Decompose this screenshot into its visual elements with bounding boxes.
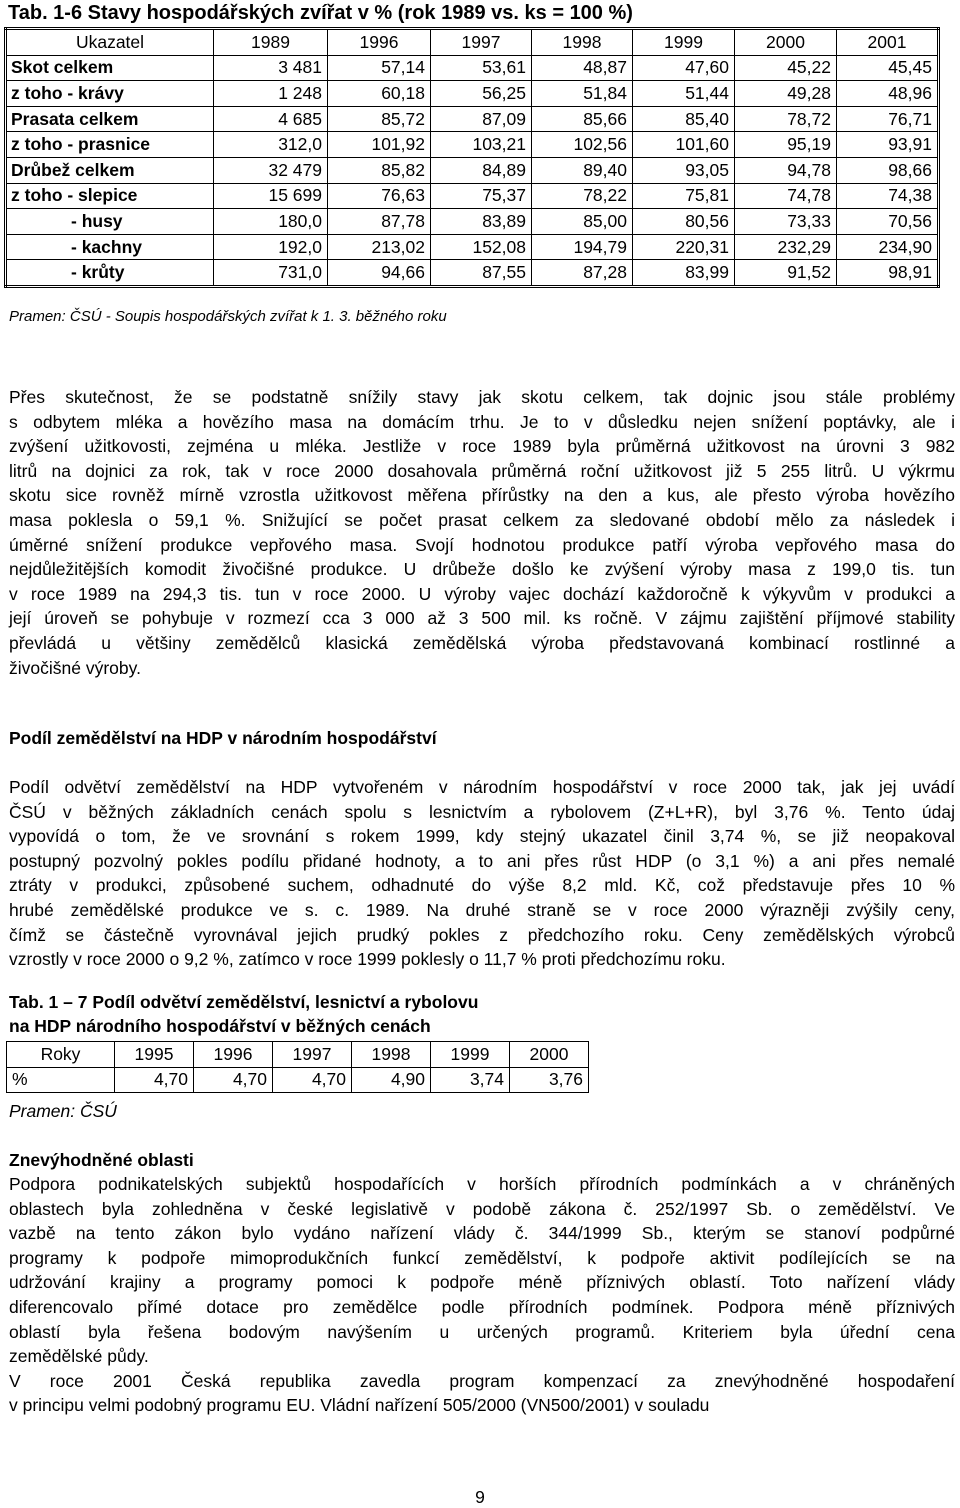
table-cell: 87,78 <box>328 209 431 235</box>
table-cell: 74,78 <box>735 183 837 209</box>
text-line: ČSÚ v běžných základních cenách spolu s lesnictvím a rybolovem (Z+L+R), byl 3,76 %. Tento údaj <box>9 801 955 822</box>
table-cell: 56,25 <box>431 81 532 107</box>
text-line: převládá u většiny zemědělců klasická zemědělská výroba představovaná kombinací rostlinné a <box>9 632 955 653</box>
table-cell: 3 481 <box>214 55 328 81</box>
text-line: diferencovalo přímé dotace pro zemědělce podle přírodních podmínek. Podpora méně příznivých <box>9 1296 955 1317</box>
table-cell: 731,0 <box>214 260 328 287</box>
row-label: z toho - prasnice <box>6 132 214 158</box>
table-cell: 95,19 <box>735 132 837 158</box>
table-cell: 15 699 <box>214 183 328 209</box>
table-cell: 4 685 <box>214 106 328 132</box>
row-label: - krůty <box>6 260 214 287</box>
text-line: udržování krajiny a programy pomoci k podpoře méně příznivých oblastí. Toto nařízení vlády <box>9 1272 955 1293</box>
text-line: s odbytem mléka a hovězího masa na domácím trhu. Je to v důsledku nejen snížení poptávky, ale i <box>9 411 955 432</box>
text-line: hrubé zemědělské produkce ve s. c. 1989. Na druhé straně se v roce 2000 výrazněji zvýšily ceny, <box>9 899 955 920</box>
column-header: 1999 <box>633 29 735 56</box>
table-cell: 93,05 <box>633 157 735 183</box>
table-source: Pramen: ČSÚ - Soupis hospodářských zvířat k 1. 3. běžného roku <box>9 308 447 325</box>
table-cell: 4,90 <box>352 1067 431 1093</box>
column-header: 1997 <box>431 29 532 56</box>
table-cell: 180,0 <box>214 209 328 235</box>
gdp-share-table <box>6 1041 589 1093</box>
table-cell: 76,63 <box>328 183 431 209</box>
text-line: Podíl odvětví zemědělství na HDP vytvořeném v národním hospodářství v roce 2000 tak, jak jej uvádí <box>9 777 955 797</box>
table-cell: 103,21 <box>431 132 532 158</box>
column-header: 2000 <box>510 1042 589 1068</box>
text-line: skotu sice rovněž mírně vzrostla užitkovost měřena přírůstky na den a kus, ale přesto výroba hovězího <box>9 485 955 506</box>
table-row <box>7 1067 589 1093</box>
table-cell: 93,91 <box>837 132 939 158</box>
row-label: - husy <box>6 209 214 235</box>
table-cell: 4,70 <box>273 1067 352 1093</box>
column-header: 1995 <box>115 1042 194 1068</box>
table-cell: 53,61 <box>431 55 532 81</box>
section-heading-lfa: Znevýhodněné oblasti <box>9 1150 194 1170</box>
table-cell: 48,87 <box>532 55 633 81</box>
table-cell: 75,81 <box>633 183 735 209</box>
table-cell: 80,56 <box>633 209 735 235</box>
table-cell: 85,66 <box>532 106 633 132</box>
table-cell: 98,91 <box>837 260 939 287</box>
table-cell: 91,52 <box>735 260 837 287</box>
text-line: úměrné snížení produkce vepřového masa. Svojí hodnotou produkce patří výroba vepřového masa do <box>9 534 955 555</box>
table2-title-line1: Tab. 1 – 7 Podíl odvětví zemědělství, lesnictví a rybolovu <box>9 992 479 1012</box>
column-header: Ukazatel <box>6 29 214 56</box>
table-cell: 85,72 <box>328 106 431 132</box>
table-cell: 152,08 <box>431 234 532 260</box>
column-header: 1996 <box>194 1042 273 1068</box>
text-line: postupný pozvolný pokles podílu přidané hodnoty, a to ani přes růst HDP (o 3,1 %) a ani přes nemalé <box>9 850 955 871</box>
text-line: masa poklesla o 59,1 %. Snižující se počet prasat celkem za sledované období mělo za následek i <box>9 509 955 530</box>
section-heading-gdp: Podíl zemědělství na HDP v národním hospodářství <box>9 728 437 748</box>
table-cell: 102,56 <box>532 132 633 158</box>
row-label: z toho - slepice <box>6 183 214 209</box>
text-line: programy k podpoře mimoprodukčních funkcí zemědělství, k podpoře aktivit podílejících se na <box>9 1247 955 1268</box>
table-cell: 78,72 <box>735 106 837 132</box>
table-cell: 220,31 <box>633 234 735 260</box>
table-cell: 4,70 <box>115 1067 194 1093</box>
text-line: vazbě na tento zákon bylo vydáno nařízení vlády č. 344/1999 Sb., kterým se stanoví podpůrné <box>9 1223 955 1244</box>
table-cell: 83,89 <box>431 209 532 235</box>
livestock-table <box>4 27 940 288</box>
table-cell: 89,40 <box>532 157 633 183</box>
column-header: 1998 <box>352 1042 431 1068</box>
text-line: Podpora podnikatelských subjektů hospodařících v horších přírodních podmínkách a v chráněných <box>9 1174 955 1194</box>
table-cell: 45,22 <box>735 55 837 81</box>
table-cell: 47,60 <box>633 55 735 81</box>
table-row <box>6 234 939 260</box>
table-row <box>6 106 939 132</box>
table-cell: 60,18 <box>328 81 431 107</box>
table-cell: 232,29 <box>735 234 837 260</box>
text-line: její úroveň se pohybuje v rozmezí cca 3 000 až 3 500 mil. ks ročně. V zájmu zajištění příjmové stability <box>9 608 955 629</box>
table-cell: 4,70 <box>194 1067 273 1093</box>
table-header-row <box>7 1042 589 1068</box>
table-cell: 85,82 <box>328 157 431 183</box>
text-line: Přes skutečnost, že se podstatně snížily stavy jak skotu celkem, tak dojnic jsou stále problémy <box>9 387 955 407</box>
table-cell: 101,92 <box>328 132 431 158</box>
table-row <box>6 132 939 158</box>
table-row <box>6 183 939 209</box>
table-cell: 83,99 <box>633 260 735 287</box>
paragraph-livestock <box>9 385 955 680</box>
column-header: 1989 <box>214 29 328 56</box>
table-header-row <box>6 29 939 56</box>
column-header: Roky <box>7 1042 115 1068</box>
table-cell: 78,22 <box>532 183 633 209</box>
column-header: 2001 <box>837 29 939 56</box>
table-row <box>6 55 939 81</box>
paragraph-lfa <box>9 1172 955 1418</box>
table-cell: 94,78 <box>735 157 837 183</box>
table-cell: 74,38 <box>837 183 939 209</box>
table-row <box>6 260 939 287</box>
table-cell: 57,14 <box>328 55 431 81</box>
text-line: oblastech byla zohledněna v české legislativě v podobě zákona č. 252/1997 Sb. o zemědělství. Ve <box>9 1198 955 1219</box>
table-cell: 101,60 <box>633 132 735 158</box>
table-cell: 85,40 <box>633 106 735 132</box>
table-cell: 192,0 <box>214 234 328 260</box>
table-cell: 84,89 <box>431 157 532 183</box>
text-line: čímž se částečně vyrovnával jejich prudký pokles z předchozího roku. Ceny zemědělských výrobců <box>9 924 955 945</box>
table-cell: 75,37 <box>431 183 532 209</box>
column-header: 1997 <box>273 1042 352 1068</box>
table-cell: 87,28 <box>532 260 633 287</box>
paragraph-gdp <box>9 775 955 972</box>
table-cell: 194,79 <box>532 234 633 260</box>
table-cell: 45,45 <box>837 55 939 81</box>
row-label: - kachny <box>6 234 214 260</box>
text-line: V roce 2001 Česká republika zavedla program kompenzací za znevýhodněné hospodaření <box>9 1370 955 1391</box>
table-cell: 213,02 <box>328 234 431 260</box>
text-line: vypovídá o tom, že ve srovnání s rokem 1999, kdy stejný ukazatel činil 3,74 %, se již neopakoval <box>9 826 955 847</box>
text-line: zvýšení užitkovosti, zejména u mléka. Jestliže v roce 1989 byla průměrná užitkovost na úrovni 3 982 <box>9 436 955 457</box>
table-cell: 51,84 <box>532 81 633 107</box>
table-cell: 87,09 <box>431 106 532 132</box>
text-line: v principu velmi podobný programu EU. Vládní nařízení 505/2000 (VN500/2001) v souladu <box>9 1395 710 1416</box>
row-label: % <box>7 1067 115 1093</box>
text-line: zemědělské půdy. <box>9 1346 149 1367</box>
table-cell: 73,33 <box>735 209 837 235</box>
table-cell: 3,74 <box>431 1067 510 1093</box>
row-label: z toho - krávy <box>6 81 214 107</box>
text-line: nejdůležitějších komodit živočišné produkce. U drůbeže došlo ke zvýšení výroby masa z 199,0 tis. tun <box>9 559 955 580</box>
page-number: 9 <box>475 1487 485 1507</box>
column-header: 1996 <box>328 29 431 56</box>
table-cell: 48,96 <box>837 81 939 107</box>
table-cell: 3,76 <box>510 1067 589 1093</box>
column-header: 2000 <box>735 29 837 56</box>
table2-title-line2: na HDP národního hospodářství v běžných cenách <box>9 1016 431 1036</box>
table-cell: 70,56 <box>837 209 939 235</box>
table-cell: 49,28 <box>735 81 837 107</box>
text-line: oblastí byla řešena bodovým navýšením u určených programů. Kriteriem byla úřední cena <box>9 1321 955 1342</box>
row-label: Prasata celkem <box>6 106 214 132</box>
text-line: ztráty v produkci, způsobené suchem, odhadnuté do výše 8,2 mld. Kč, což představuje přes 10 % <box>9 875 955 896</box>
table-cell: 234,90 <box>837 234 939 260</box>
text-line: litrů na dojnici za rok, tak v roce 2000 dosahovala průměrná roční užitkovost již 5 255 litrů. U výkrmu <box>9 460 955 481</box>
table-cell: 1 248 <box>214 81 328 107</box>
table-cell: 76,71 <box>837 106 939 132</box>
row-label: Drůbež celkem <box>6 157 214 183</box>
table-row <box>6 209 939 235</box>
column-header: 1998 <box>532 29 633 56</box>
table-cell: 98,66 <box>837 157 939 183</box>
table-row <box>6 81 939 107</box>
text-line: živočišné výroby. <box>9 657 141 678</box>
table2-source: Pramen: ČSÚ <box>9 1101 117 1121</box>
column-header: 1999 <box>431 1042 510 1068</box>
text-line: v roce 1989 na 294,3 tis. tun v roce 2000. U výroby vajec dochází každoročně k výkyvům v produkci a <box>9 583 955 604</box>
table-cell: 94,66 <box>328 260 431 287</box>
table-cell: 51,44 <box>633 81 735 107</box>
row-label: Skot celkem <box>6 55 214 81</box>
text-line: vzrostly v roce 2000 o 9,2 %, zatímco v roce 1999 poklesly o 11,7 % proti předchozímu roku. <box>9 949 726 970</box>
table-title: Tab. 1-6 Stavy hospodářských zvířat v % (rok 1989 vs. ks = 100 %) <box>8 2 633 24</box>
table-cell: 312,0 <box>214 132 328 158</box>
table-cell: 85,00 <box>532 209 633 235</box>
table-cell: 87,55 <box>431 260 532 287</box>
table-row <box>6 157 939 183</box>
table-cell: 32 479 <box>214 157 328 183</box>
